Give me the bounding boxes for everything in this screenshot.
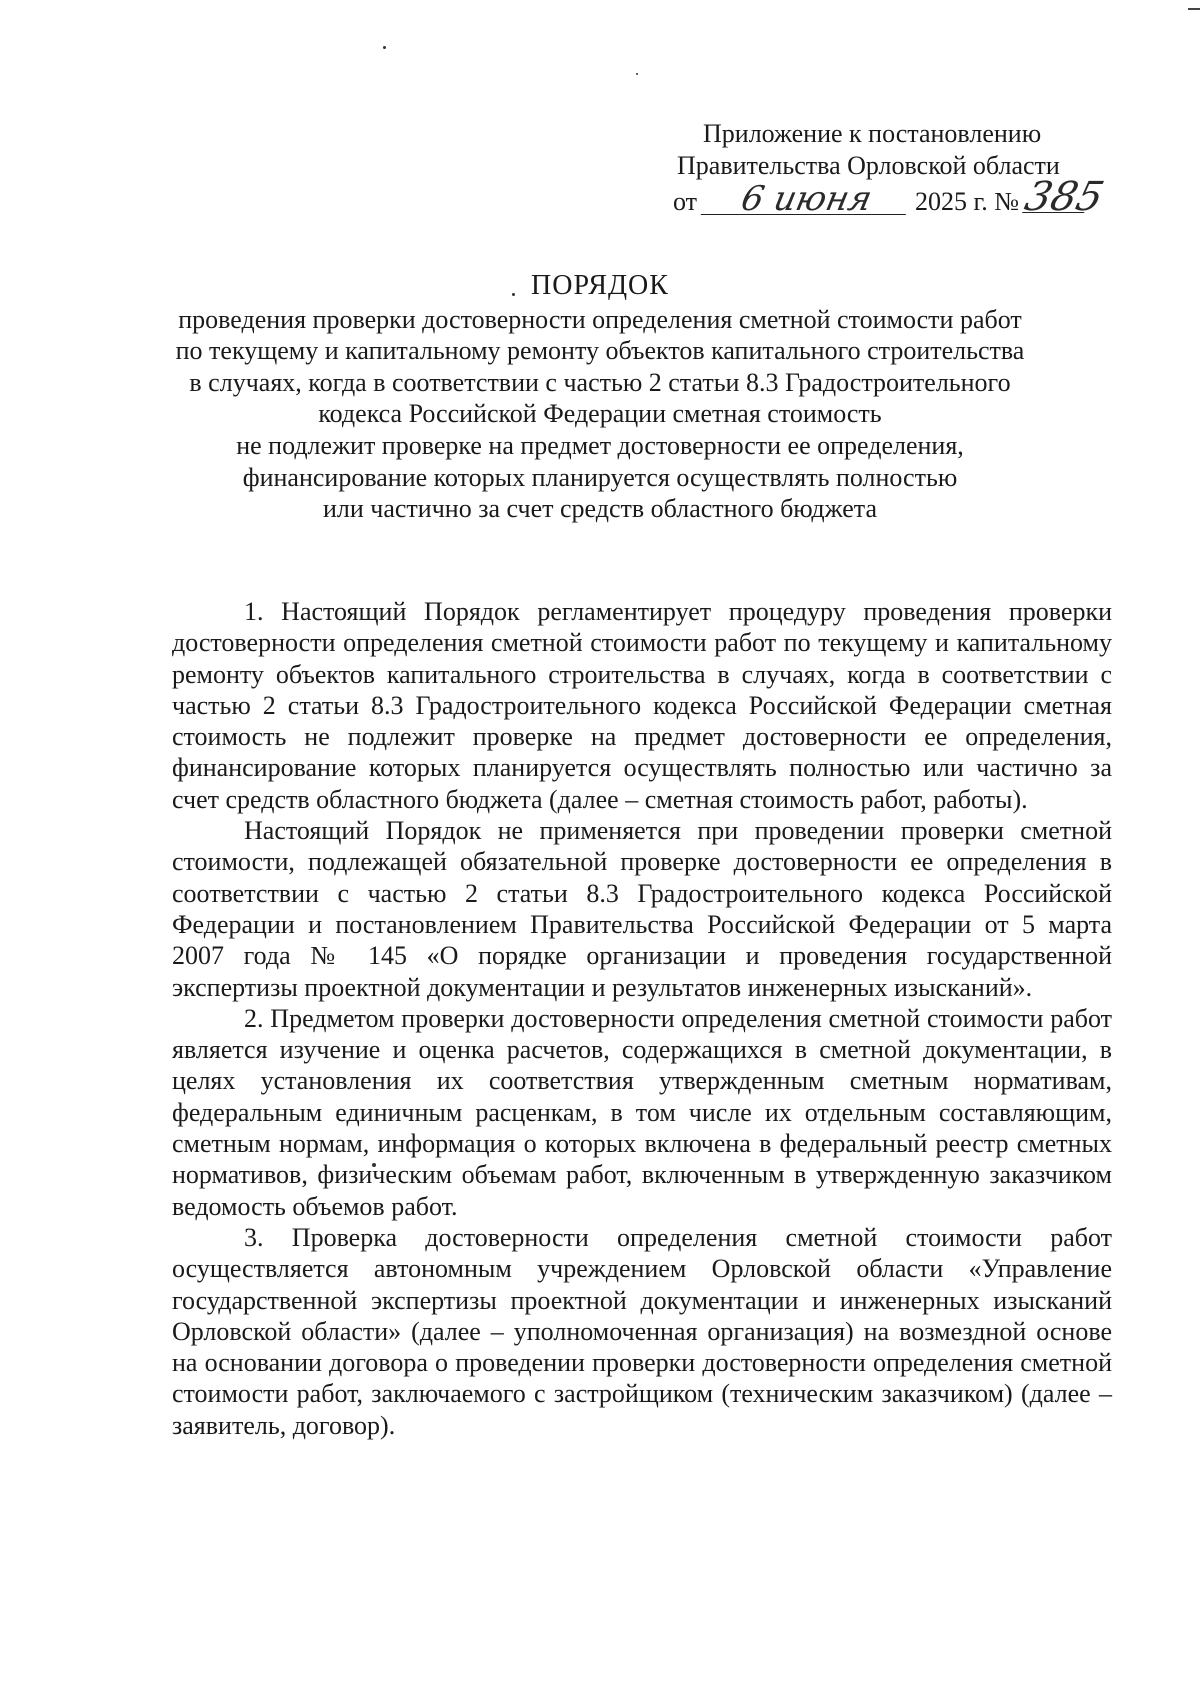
document-body [172,596,1112,1441]
title-line: финансирование которых планируется осуществлять полностью [242,462,958,492]
title-line: в случаях, когда в соответствии с частью 2 статьи 8.3 Градостроительного [189,367,1011,397]
appendix-date-line [673,174,1160,220]
appendix-year-label: 2025 г. № [915,187,1020,216]
handwritten-number: 385 [1019,174,1108,220]
document-title [150,270,1050,525]
scan-speck [636,73,638,75]
title-line: не подлежит проверке на предмет достоверности ее определения, [236,430,964,460]
title-line: проведения проверки достоверности определения сметной стоимости работ [178,304,1022,334]
paragraph-1-note: Настоящий Порядок не применяется при проведении проверки сметной стоимости, подлежащей обязательной проверке достоверности ее определения в соответствии с частью 2 статьи 8.3 Градостроительного кодекса Российской Федерации и постановлением Правительства Российской Федерации от 5 марта 2007 года № 145 «О порядке организации и проведения государственной экспертизы проектной документации и результатов инженерных изысканий». [172,816,1112,1002]
title-line: по текущему и капитальному ремонту объектов капитального строительства [175,336,1025,366]
appendix-header [640,118,1160,218]
paragraph-1: 1. Настоящий Порядок регламентирует процедуру проведения проверки достоверности определения сметной стоимости работ по текущему и капитальному ремонту объектов капитального строительства в случаях, когда в соответствии с частью 2 статьи 8.3 Градостроительного кодекса Российской Федерации сметная стоимость не подлежит проверке на предмет достоверности ее определения, финансирование которых планируется осуществлять полностью или частично за счет средств областного бюджета (далее – сметная стоимость работ, работы). [172,597,1112,814]
appendix-line-1: Приложение к постановлению [703,119,1042,148]
paragraph-3: 3. Проверка достоверности определения сметной стоимости работ осуществляется автономным учреждением Орловской области «Управление государственной экспертизы проектной документации и инженерных изысканий Орловской области» (далее – уполномоченная организация) на возмездной основе на основании договора о проведении проверки достоверности определения сметной стоимости работ, заключаемого с застройщиком (техническим заказчиком) (далее – заявитель, договор). [172,1222,1112,1440]
paragraph-2: 2. Предметом проверки достоверности определения сметной стоимости работ является изучение и оценка расчетов, содержащихся в сметной документации, в целях установления их соответствия утвержденным сметным нормативам, федеральным единичным расценкам, в том числе их отдельным составляющим, сметным нормам, информация о которых включена в федеральный реестр сметных нормативов, физическим объемам работ, включенным в утвержденную заказчиком ведомость объемов работ. [172,1003,1112,1221]
scan-speck [383,46,386,49]
appendix-from-label: от [673,187,698,216]
title-line: кодекса Российской Федерации сметная стоимость [318,399,882,429]
handwritten-date: 6 июня [700,184,912,215]
title-line: или частично за счет средств областного бюджета [322,494,878,524]
appendix-line-2: Правительства Орловской области [677,151,1060,180]
scan-edge-mark [1188,8,1200,10]
title-heading: ПОРЯДОК [531,270,669,301]
